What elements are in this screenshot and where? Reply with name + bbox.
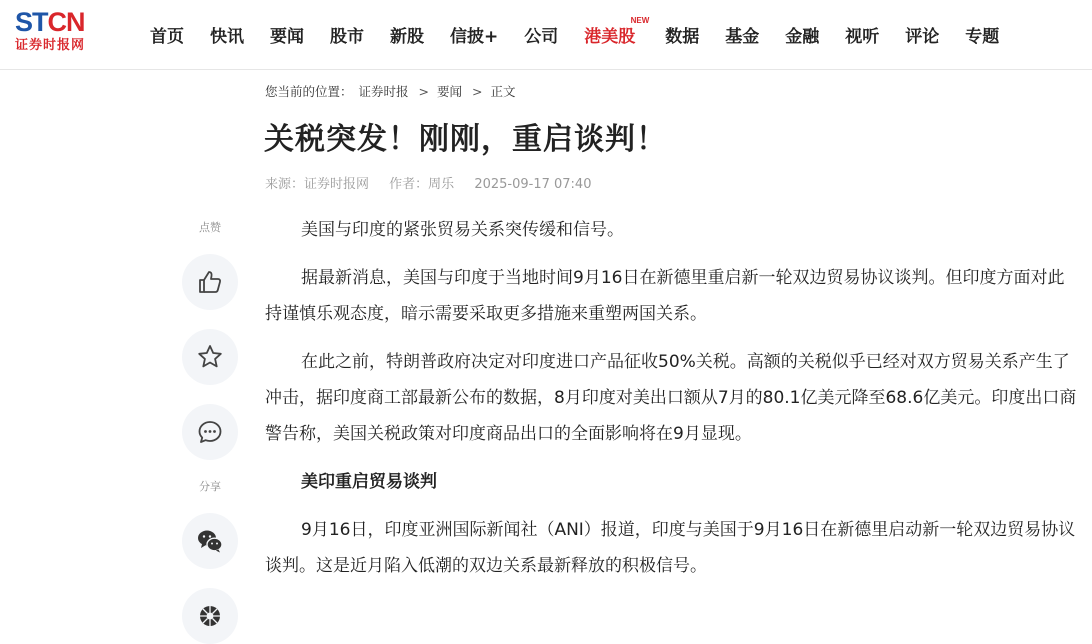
- comment-button[interactable]: [182, 404, 238, 460]
- article-body: [265, 212, 1077, 596]
- article-paragraph: 在此之前，特朗普政府决定对印度进口产品征收50%关税。高额的关税似乎已经对双方贸易关系产生了冲击，据印度商工部最新公布的数据，8月印度对美出口额从7月的80.1亿美元降至68.6亿美元。印度出口商警告称，美国关税政策对印度商品出口的全面影响将在9月显现。: [265, 352, 1077, 444]
- breadcrumb-current: 正文: [490, 84, 516, 99]
- share-moments-button[interactable]: [182, 588, 238, 644]
- article-datetime: 2025-09-17 07:40: [474, 177, 592, 192]
- star-icon: [196, 343, 224, 371]
- nav-item-company[interactable]: 公司: [524, 27, 559, 47]
- breadcrumb-separator: >: [471, 84, 483, 99]
- article-source: 来源：证券时报网: [265, 177, 370, 192]
- new-badge: NEW: [630, 16, 650, 25]
- moments-icon: [196, 602, 224, 630]
- article-subheading: 美印重启贸易谈判: [301, 472, 437, 492]
- article-title: 关税突发！刚刚，重启谈判！: [264, 122, 667, 157]
- like-button[interactable]: [182, 254, 238, 310]
- breadcrumb-link-news[interactable]: 要闻: [436, 84, 462, 99]
- site-header: [0, 0, 1092, 70]
- nav-item-finance[interactable]: 金融: [785, 27, 820, 47]
- main-nav: [150, 0, 1025, 69]
- breadcrumb: [265, 82, 517, 100]
- comment-icon: [196, 418, 224, 446]
- nav-item-disclosure[interactable]: 信披+: [450, 27, 499, 47]
- breadcrumb-prefix: 您当前的位置：: [265, 84, 353, 99]
- article-meta: [265, 173, 607, 192]
- nav-item-hk-us-stocks[interactable]: [584, 16, 650, 47]
- favorite-button[interactable]: [182, 329, 238, 385]
- share-label: 分享: [199, 480, 221, 493]
- site-logo[interactable]: [15, 8, 99, 58]
- logo-caption: 证券时报网: [15, 38, 86, 53]
- article-author: 作者：周乐: [389, 177, 455, 192]
- nav-item-flash[interactable]: 快讯: [210, 27, 244, 47]
- logo-mark: STCN: [15, 7, 85, 37]
- breadcrumb-link-stcn[interactable]: 证券时报: [358, 84, 409, 99]
- nav-item-ipo[interactable]: 新股: [390, 27, 424, 47]
- nav-item-data[interactable]: 数据: [665, 27, 700, 47]
- like-label: 点赞: [199, 221, 221, 234]
- nav-item-stocks[interactable]: 股市: [330, 27, 364, 47]
- nav-item-topics[interactable]: 专题: [965, 27, 1000, 47]
- article-paragraph: 美国与印度的紧张贸易关系突传缓和信号。: [301, 220, 624, 240]
- article-paragraph: 据最新消息，美国与印度于当地时间9月16日在新德里重启新一轮双边贸易协议谈判。但印度方面对此持谨慎乐观态度，暗示需要采取更多措施来重塑两国关系。: [265, 268, 1065, 324]
- nav-item-hk-us-label: 港美股: [584, 27, 636, 47]
- nav-item-video[interactable]: 视听: [845, 27, 880, 47]
- share-wechat-button[interactable]: [182, 513, 238, 569]
- nav-item-news[interactable]: 要闻: [270, 27, 304, 47]
- nav-item-opinion[interactable]: 评论: [905, 27, 940, 47]
- thumbs-up-icon: [196, 268, 224, 296]
- breadcrumb-separator: >: [418, 84, 429, 99]
- wechat-icon: [195, 526, 225, 556]
- nav-item-home[interactable]: 首页: [150, 27, 184, 47]
- nav-item-funds[interactable]: 基金: [725, 27, 760, 47]
- article-paragraph: 9月16日，印度亚洲国际新闻社（ANI）报道，印度与美国于9月16日在新德里启动新一轮双边贸易协议谈判。这是近月陷入低潮的双边关系最新释放的积极信号。: [265, 520, 1076, 576]
